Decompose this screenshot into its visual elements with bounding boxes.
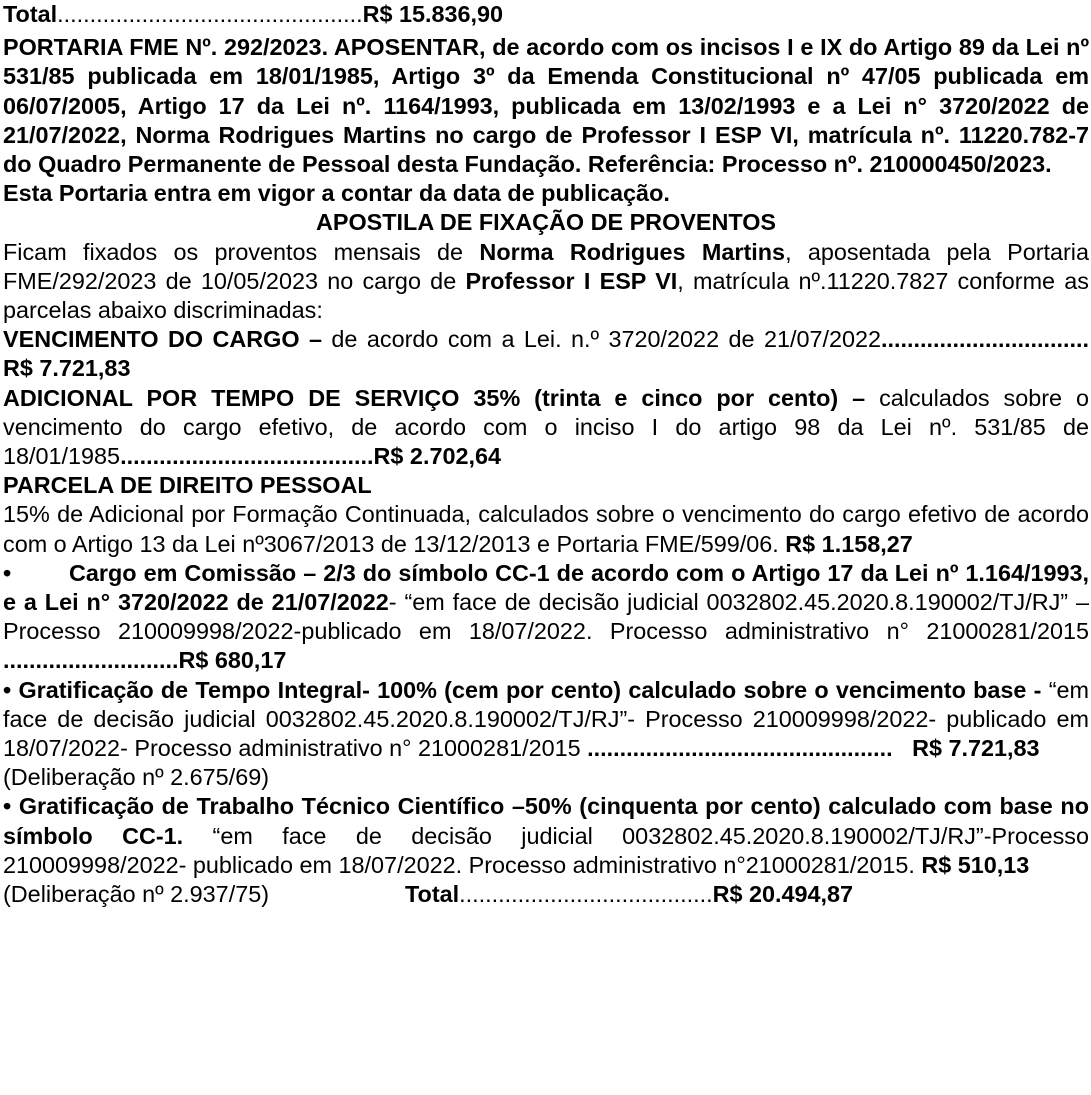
parcela-paragraph — [3, 500, 1089, 558]
apostila-intro — [3, 238, 1089, 326]
portaria-vigor-text: Esta Portaria entra em vigor a contar da data de publicação. — [3, 180, 670, 207]
document-page — [3, 0, 1089, 909]
final-total-line — [3, 880, 1089, 909]
bullet-icon: • — [3, 793, 12, 820]
tecnico-paragraph — [3, 792, 1089, 880]
intro-part-1: Ficam fixados os proventos mensais de — [3, 238, 480, 265]
cargo-comissao-amount: R$ 680,17 — [178, 647, 287, 674]
tempo-integral-amount: R$ 7.721,83 — [912, 735, 1040, 762]
portaria-text: PORTARIA FME Nº. 292/2023. APOSENTAR, de acordo com os incisos I e IX do Artigo 89 da Lei nº 531/85 publicada em 18/01/1985, Artigo 3º da Emenda Constitucional nº 47/05 publicada em 06/07/2005, Artigo 17 da Lei nº. 1164/1993, publicada em 13/02/1993 e a Lei n° 3720/2022 de 21/07/2022, Norma Rodrigues Martins no cargo de Professor I ESP VI, matrícula nº. 11220.782-7 do Quadro Permanente de Pessoal desta Fundação. Referência: Processo nº. 210000450/2023. — [3, 34, 1089, 178]
cargo-comissao-text: - “em face de decisão judicial 0032802.45.2020.8.190002/TJ/RJ” – Processo 210009998/2022-publicado em 18/07/2022. Processo administrativo n° 21000281/2015 — [3, 589, 1089, 645]
apostila-title-text: APOSTILA DE FIXAÇÃO DE PROVENTOS — [315, 209, 777, 236]
parcela-amount: R$ 1.158,27 — [785, 530, 913, 557]
cargo-comissao-leader: ........................... — [3, 647, 179, 674]
vencimento-amount: R$ 7.721,83 — [3, 355, 131, 382]
bullet-icon: • — [3, 559, 12, 586]
vencimento-paragraph — [3, 325, 1089, 383]
tecnico-text: “em face de decisão judicial 0032802.45.2020.8.190002/TJ/RJ”-Processo 210009998/2022- publicado em 18/07/2022. Processo administrativo n°21000281/2015. — [3, 822, 1089, 878]
tempo-integral-deliberacao — [3, 763, 1089, 792]
cargo-comissao-paragraph — [3, 559, 1089, 676]
final-total-amount: R$ 20.494,87 — [712, 881, 854, 908]
parcela-heading-text: PARCELA DE DIREITO PESSOAL — [3, 472, 372, 499]
adicional-text: calculados sobre o vencimento do cargo efetivo, de acordo com o inciso I do artigo 98 da Lei nº. 531/85 de 18/01/1985 — [3, 384, 1089, 470]
header-total-amount: R$ 15.836,90 — [362, 1, 504, 27]
final-total-label: Total — [405, 881, 460, 908]
tempo-integral-leader: ............................................... — [587, 735, 893, 762]
vencimento-leader: ................................ — [881, 326, 1089, 353]
tecnico-deliberacao: (Deliberação nº 2.937/75) — [3, 881, 269, 908]
intro-part-2: , aposentada pela Portaria FME/292/2023 de 10/05/2023 no cargo de — [3, 238, 1089, 294]
deliberacao-text: (Deliberação nº 2.675/69) — [3, 764, 269, 791]
vencimento-label: VENCIMENTO DO CARGO – — [3, 326, 322, 353]
tecnico-label: Gratificação de Trabalho Técnico Científico –50% (cinquenta por cento) calculado com base no símbolo CC-1. — [3, 793, 1089, 849]
bullet-icon: • — [3, 676, 12, 703]
header-total-label: Total — [3, 1, 58, 27]
portaria-vigor — [3, 179, 1089, 208]
beneficiary-cargo: Professor I ESP VI — [465, 267, 678, 294]
adicional-leader: ....................................... — [120, 443, 374, 470]
parcela-text: 15% de Adicional por Formação Continuada, calculados sobre o vencimento do cargo efetivo de acordo com o Artigo 13 da Lei nº3067/2013 de 13/12/2013 e Portaria FME/599/06. — [3, 501, 1089, 557]
adicional-label: ADICIONAL POR TEMPO DE SERVIÇO 35% (trinta e cinco por cento) – — [3, 384, 866, 411]
header-total-leader: ............................................... — [57, 1, 363, 27]
tecnico-amount: R$ 510,13 — [921, 851, 1030, 878]
adicional-amount: R$ 2.702,64 — [373, 443, 501, 470]
tempo-integral-paragraph — [3, 676, 1089, 764]
vencimento-text: de acordo com a Lei. n.º 3720/2022 de 21/07/2022 — [321, 326, 882, 353]
header-total-line — [3, 0, 1089, 29]
tempo-integral-label: Gratificação de Tempo Integral- 100% (cem por cento) calculado sobre o vencimento base - — [11, 676, 1042, 703]
portaria-paragraph — [3, 33, 1089, 179]
tempo-integral-text: “em face de decisão judicial 0032802.45.2020.8.190002/TJ/RJ”- Processo 210009998/2022- publicado em 18/07/2022- Processo administrativo n° 21000281/2015 — [3, 676, 1089, 762]
apostila-title — [3, 208, 1089, 237]
cargo-comissao-label: Cargo em Comissão – 2/3 do símbolo CC-1 de acordo com o Artigo 17 da Lei nº 1.164/1993, e a Lei n° 3720/2022 de 21/07/2022 — [3, 559, 1089, 616]
final-total-leader: ....................................... — [459, 881, 713, 908]
beneficiary-name: Norma Rodrigues Martins — [479, 238, 786, 265]
adicional-paragraph — [3, 384, 1089, 472]
intro-part-3: , matrícula nº.11220.7827 conforme as parcelas abaixo discriminadas: — [3, 267, 1089, 324]
parcela-heading — [3, 471, 1089, 500]
